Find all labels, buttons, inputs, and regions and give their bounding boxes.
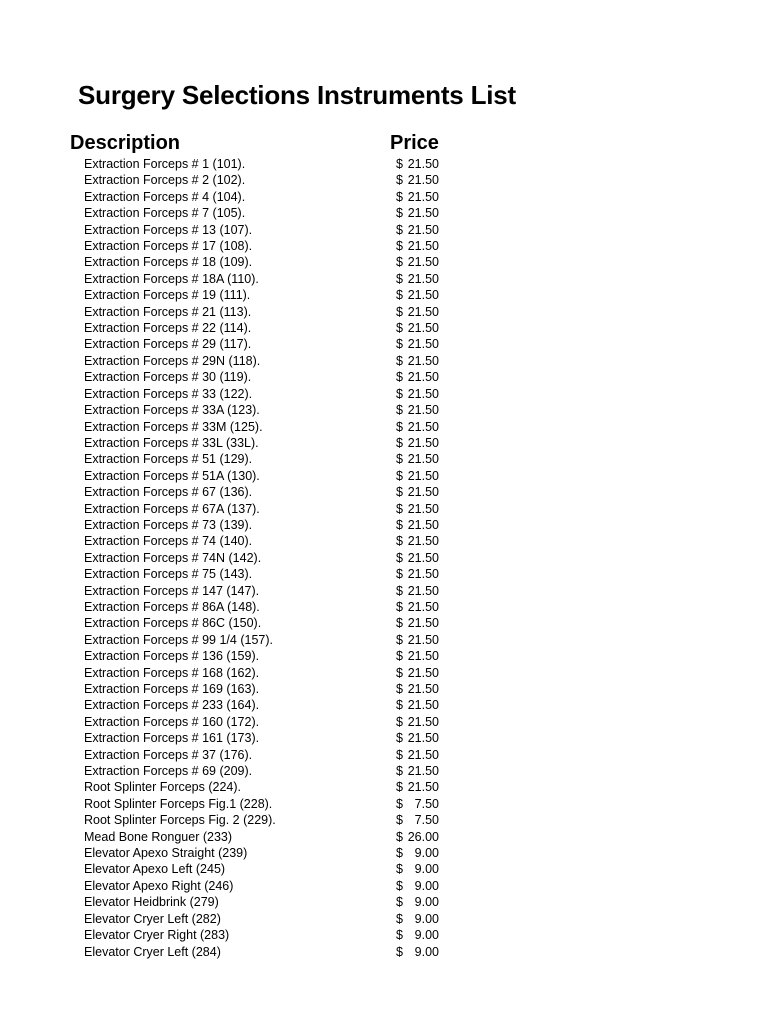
- price-amount: 21.50: [407, 304, 439, 319]
- item-description: Elevator Apexo Straight (239): [84, 846, 248, 861]
- price-amount: 21.50: [407, 403, 439, 418]
- table-row: [0, 648, 768, 664]
- table-row: [0, 369, 768, 385]
- item-description: Root Splinter Forceps (224).: [84, 780, 242, 795]
- price-amount: 21.50: [407, 714, 439, 729]
- item-price: [396, 484, 439, 500]
- table-row: [0, 615, 768, 631]
- currency-symbol: $: [396, 435, 403, 450]
- item-description: Extraction Forceps # 17 (108).: [84, 239, 253, 254]
- item-price: [396, 468, 439, 484]
- currency-symbol: $: [396, 764, 403, 779]
- item-description: Extraction Forceps # 22 (114).: [84, 321, 252, 336]
- currency-symbol: $: [396, 501, 403, 516]
- item-price: [396, 320, 439, 336]
- currency-symbol: $: [396, 239, 403, 254]
- table-row: [0, 205, 768, 221]
- table-row: [0, 878, 768, 894]
- item-description: Extraction Forceps # 168 (162).: [84, 665, 260, 680]
- price-amount: 21.50: [407, 157, 439, 171]
- price-amount: 9.00: [414, 878, 439, 893]
- price-amount: 21.50: [407, 517, 439, 532]
- price-amount: 26.00: [407, 829, 439, 844]
- table-row: [0, 845, 768, 861]
- table-row: [0, 599, 768, 615]
- table-row: [0, 287, 768, 303]
- item-price: [396, 648, 439, 664]
- price-amount: 21.50: [407, 468, 439, 483]
- item-description: Elevator Cryer Left (284): [84, 944, 221, 959]
- item-price: [396, 353, 439, 369]
- item-description: Extraction Forceps # 147 (147).: [84, 583, 260, 598]
- table-header: [0, 132, 768, 158]
- price-amount: 9.00: [414, 944, 439, 959]
- item-price: [396, 172, 439, 188]
- item-description: Extraction Forceps # 19 (111).: [84, 288, 251, 303]
- item-description: Extraction Forceps # 37 (176).: [84, 747, 253, 762]
- price-amount: 21.50: [407, 682, 439, 696]
- item-price: [396, 451, 439, 467]
- currency-symbol: $: [396, 255, 403, 270]
- item-description: Extraction Forceps # 67 (136).: [84, 485, 253, 500]
- table-row: [0, 501, 768, 517]
- item-price: [396, 944, 439, 960]
- item-price: [396, 878, 439, 894]
- price-amount: 7.50: [414, 796, 439, 811]
- item-price: [396, 435, 439, 451]
- item-description: Elevator Apexo Left (245): [84, 862, 226, 877]
- price-amount: 21.50: [407, 485, 439, 500]
- item-price: [396, 533, 439, 549]
- table-row: [0, 927, 768, 943]
- currency-symbol: $: [396, 599, 403, 614]
- item-description: Extraction Forceps # 233 (164).: [84, 698, 260, 713]
- item-price: [396, 386, 439, 402]
- table-row: [0, 517, 768, 533]
- table-row: [0, 829, 768, 845]
- currency-symbol: $: [396, 698, 403, 713]
- table-row: [0, 894, 768, 910]
- item-description: Extraction Forceps # 86C (150).: [84, 616, 262, 631]
- table-row: [0, 796, 768, 812]
- price-amount: 21.50: [407, 435, 439, 450]
- currency-symbol: $: [396, 583, 403, 598]
- currency-symbol: $: [396, 353, 403, 368]
- currency-symbol: $: [396, 550, 403, 565]
- table-row: [0, 779, 768, 795]
- currency-symbol: $: [396, 829, 403, 844]
- item-price: [396, 238, 439, 254]
- item-description: Elevator Heidbrink (279): [84, 895, 219, 910]
- item-description: Elevator Cryer Left (282): [84, 911, 221, 926]
- item-description: Extraction Forceps # 73 (139).: [84, 517, 253, 532]
- item-description: Extraction Forceps # 29 (117).: [84, 337, 252, 352]
- table-row: [0, 435, 768, 451]
- price-amount: 21.50: [407, 353, 439, 368]
- price-amount: 21.50: [407, 288, 439, 303]
- item-description: Extraction Forceps # 1 (101).: [84, 157, 246, 171]
- item-price: [396, 222, 439, 238]
- item-description: Extraction Forceps # 51 (129).: [84, 452, 253, 467]
- currency-symbol: $: [396, 895, 403, 910]
- item-description: Extraction Forceps # 21 (113).: [84, 304, 252, 319]
- currency-symbol: $: [396, 189, 403, 204]
- currency-symbol: $: [396, 878, 403, 893]
- item-price: [396, 911, 439, 927]
- table-row: [0, 665, 768, 681]
- price-amount: 21.50: [407, 780, 439, 795]
- item-price: [396, 566, 439, 582]
- item-price: [396, 861, 439, 877]
- currency-symbol: $: [396, 665, 403, 680]
- price-amount: 21.50: [407, 747, 439, 762]
- item-price: [396, 189, 439, 205]
- currency-symbol: $: [396, 928, 403, 943]
- currency-symbol: $: [396, 206, 403, 221]
- currency-symbol: $: [396, 222, 403, 237]
- item-price: [396, 402, 439, 418]
- item-price: [396, 632, 439, 648]
- currency-symbol: $: [396, 682, 403, 696]
- item-description: Extraction Forceps # 33L (33L).: [84, 435, 259, 450]
- table-row: [0, 861, 768, 877]
- currency-symbol: $: [396, 452, 403, 467]
- price-amount: 21.50: [407, 731, 439, 746]
- column-header-price: Price: [390, 132, 439, 154]
- currency-symbol: $: [396, 846, 403, 861]
- item-price: [396, 369, 439, 385]
- table-row: [0, 632, 768, 648]
- item-description: Extraction Forceps # 74 (140).: [84, 534, 253, 549]
- table-row: [0, 419, 768, 435]
- page-title: Surgery Selections Instruments List: [78, 80, 517, 110]
- currency-symbol: $: [396, 304, 403, 319]
- item-description: Extraction Forceps # 69 (209).: [84, 764, 253, 779]
- currency-symbol: $: [396, 796, 403, 811]
- table-row: [0, 697, 768, 713]
- currency-symbol: $: [396, 813, 403, 828]
- table-row: [0, 353, 768, 369]
- item-description: Extraction Forceps # 33A (123).: [84, 403, 260, 418]
- currency-symbol: $: [396, 173, 403, 188]
- item-description: Extraction Forceps # 4 (104).: [84, 189, 246, 204]
- price-amount: 21.50: [407, 321, 439, 336]
- item-price: [396, 665, 439, 681]
- item-price: [396, 796, 439, 812]
- currency-symbol: $: [396, 337, 403, 352]
- item-description: Extraction Forceps # 74N (142).: [84, 550, 262, 565]
- price-amount: 21.50: [407, 370, 439, 385]
- price-amount: 9.00: [414, 895, 439, 910]
- table-row: [0, 304, 768, 320]
- item-price: [396, 681, 439, 697]
- table-row: [0, 583, 768, 599]
- currency-symbol: $: [396, 731, 403, 746]
- item-price: [396, 730, 439, 746]
- currency-symbol: $: [396, 747, 403, 762]
- table-row: [0, 189, 768, 205]
- item-price: [396, 156, 439, 172]
- currency-symbol: $: [396, 649, 403, 664]
- currency-symbol: $: [396, 862, 403, 877]
- price-amount: 21.50: [407, 616, 439, 631]
- price-amount: 21.50: [407, 567, 439, 582]
- currency-symbol: $: [396, 714, 403, 729]
- table-row: [0, 254, 768, 270]
- item-description: Root Splinter Forceps Fig. 2 (229).: [84, 813, 276, 828]
- currency-symbol: $: [396, 468, 403, 483]
- item-description: Elevator Apexo Right (246): [84, 878, 234, 893]
- table-row: [0, 156, 768, 172]
- item-description: Extraction Forceps # 99 1/4 (157).: [84, 632, 273, 647]
- currency-symbol: $: [396, 632, 403, 647]
- table-row: [0, 763, 768, 779]
- table-row: [0, 222, 768, 238]
- item-description: Extraction Forceps # 29N (118).: [84, 353, 261, 368]
- price-amount: 21.50: [407, 173, 439, 188]
- table-row: [0, 172, 768, 188]
- item-description: Extraction Forceps # 33 (122).: [84, 386, 253, 401]
- item-price: [396, 615, 439, 631]
- currency-symbol: $: [396, 534, 403, 549]
- table-row: [0, 484, 768, 500]
- item-price: [396, 894, 439, 910]
- currency-symbol: $: [396, 419, 403, 434]
- price-amount: 21.50: [407, 419, 439, 434]
- price-amount: 21.50: [407, 764, 439, 779]
- currency-symbol: $: [396, 288, 403, 303]
- currency-symbol: $: [396, 567, 403, 582]
- item-price: [396, 550, 439, 566]
- table-row: [0, 714, 768, 730]
- item-price: [396, 697, 439, 713]
- price-amount: 21.50: [407, 206, 439, 221]
- currency-symbol: $: [396, 616, 403, 631]
- price-amount: 7.50: [414, 813, 439, 828]
- item-price: [396, 714, 439, 730]
- item-price: [396, 517, 439, 533]
- table-row: [0, 271, 768, 287]
- item-price: [396, 501, 439, 517]
- item-description: Extraction Forceps # 33M (125).: [84, 419, 263, 434]
- price-amount: 21.50: [407, 222, 439, 237]
- table-row: [0, 747, 768, 763]
- price-amount: 21.50: [407, 501, 439, 516]
- item-description: Extraction Forceps # 51A (130).: [84, 468, 260, 483]
- item-description: Extraction Forceps # 18A (110).: [84, 271, 259, 286]
- item-price: [396, 287, 439, 303]
- item-price: [396, 763, 439, 779]
- item-price: [396, 254, 439, 270]
- price-amount: 21.50: [407, 583, 439, 598]
- table-row: [0, 336, 768, 352]
- table-row: [0, 681, 768, 697]
- table-row: [0, 402, 768, 418]
- table-row: [0, 533, 768, 549]
- price-amount: 21.50: [407, 698, 439, 713]
- price-amount: 21.50: [407, 665, 439, 680]
- item-price: [396, 419, 439, 435]
- table-row: [0, 550, 768, 566]
- table-row: [0, 812, 768, 828]
- item-description: Root Splinter Forceps Fig.1 (228).: [84, 796, 273, 811]
- price-amount: 21.50: [407, 599, 439, 614]
- item-description: Extraction Forceps # 86A (148).: [84, 599, 260, 614]
- item-price: [396, 812, 439, 828]
- item-description: Extraction Forceps # 160 (172).: [84, 714, 260, 729]
- item-description: Mead Bone Ronguer (233): [84, 829, 233, 844]
- price-amount: 21.50: [407, 649, 439, 664]
- item-description: Extraction Forceps # 67A (137).: [84, 501, 260, 516]
- currency-symbol: $: [396, 403, 403, 418]
- item-description: Extraction Forceps # 75 (143).: [84, 567, 253, 582]
- currency-symbol: $: [396, 780, 403, 795]
- price-amount: 21.50: [407, 632, 439, 647]
- item-description: Extraction Forceps # 161 (173).: [84, 731, 260, 746]
- item-description: Extraction Forceps # 7 (105).: [84, 206, 246, 221]
- item-price: [396, 747, 439, 763]
- table-row: [0, 944, 768, 960]
- price-amount: 21.50: [407, 255, 439, 270]
- table-row: [0, 451, 768, 467]
- price-amount: 21.50: [407, 271, 439, 286]
- item-price: [396, 779, 439, 795]
- item-price: [396, 336, 439, 352]
- table-row: [0, 386, 768, 402]
- item-price: [396, 205, 439, 221]
- currency-symbol: $: [396, 321, 403, 336]
- currency-symbol: $: [396, 911, 403, 926]
- price-amount: 21.50: [407, 189, 439, 204]
- item-description: Elevator Cryer Right (283): [84, 928, 230, 943]
- table-row: [0, 911, 768, 927]
- table-row: [0, 320, 768, 336]
- price-amount: 21.50: [407, 550, 439, 565]
- item-price: [396, 845, 439, 861]
- instrument-list: [0, 156, 768, 960]
- currency-symbol: $: [396, 485, 403, 500]
- item-price: [396, 271, 439, 287]
- currency-symbol: $: [396, 271, 403, 286]
- price-amount: 21.50: [407, 452, 439, 467]
- item-description: Extraction Forceps # 13 (107).: [84, 222, 253, 237]
- item-price: [396, 927, 439, 943]
- price-amount: 21.50: [407, 386, 439, 401]
- item-description: Extraction Forceps # 2 (102).: [84, 173, 246, 188]
- item-description: Extraction Forceps # 136 (159).: [84, 649, 260, 664]
- item-price: [396, 304, 439, 320]
- currency-symbol: $: [396, 517, 403, 532]
- item-price: [396, 583, 439, 599]
- table-row: [0, 730, 768, 746]
- item-description: Extraction Forceps # 18 (109).: [84, 255, 253, 270]
- price-amount: 21.50: [407, 239, 439, 254]
- currency-symbol: $: [396, 370, 403, 385]
- table-row: [0, 468, 768, 484]
- price-amount: 9.00: [414, 862, 439, 877]
- price-amount: 9.00: [414, 928, 439, 943]
- price-amount: 21.50: [407, 534, 439, 549]
- item-description: Extraction Forceps # 30 (119).: [84, 370, 252, 385]
- price-amount: 21.50: [407, 337, 439, 352]
- price-amount: 9.00: [414, 846, 439, 861]
- table-row: [0, 238, 768, 254]
- price-amount: 9.00: [414, 911, 439, 926]
- table-row: [0, 566, 768, 582]
- item-description: Extraction Forceps # 169 (163).: [84, 682, 260, 696]
- currency-symbol: $: [396, 944, 403, 959]
- item-price: [396, 599, 439, 615]
- column-header-description: Description: [70, 132, 181, 154]
- currency-symbol: $: [396, 157, 403, 171]
- currency-symbol: $: [396, 386, 403, 401]
- item-price: [396, 829, 439, 845]
